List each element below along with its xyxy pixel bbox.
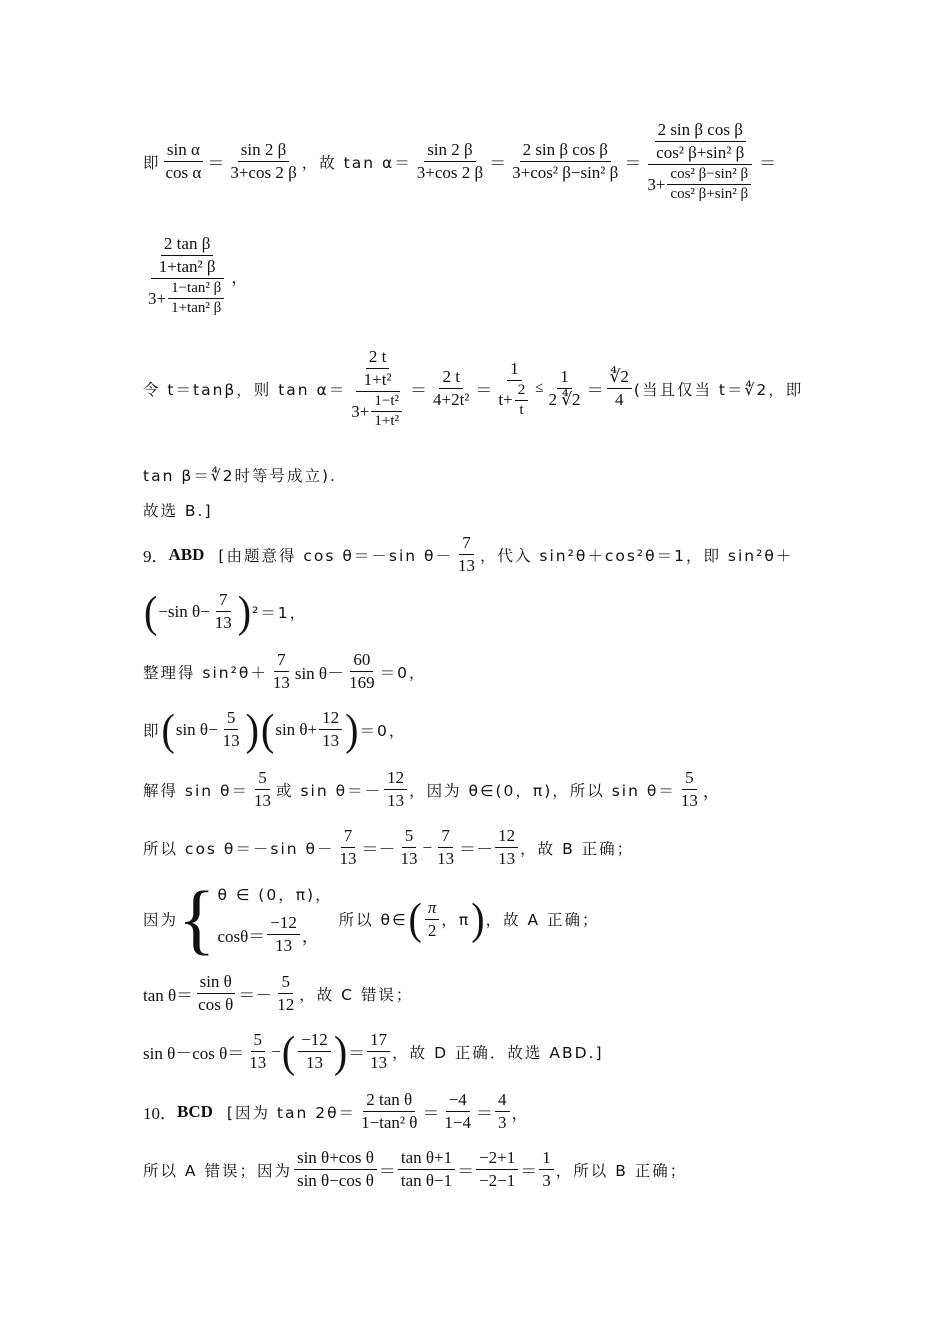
fraction: $\frac{-2+1}{-2-1}$ (476, 1148, 518, 1191)
text: ＝ (348, 1044, 366, 1063)
fraction: $\frac{7}{13}$ (214, 590, 232, 632)
fraction: $\frac{60}{169}$ (349, 650, 375, 692)
text: (当且仅当 t＝∜2，即 (633, 380, 804, 399)
fraction: $\frac{5}{13}$ (400, 826, 418, 868)
text: ， (231, 268, 249, 287)
text: ＝－ (361, 840, 396, 859)
equation-line-16: 所以 A 错误；因为 $\frac{\text{sin θ+cos θ}}{\text{sin θ−cos θ}}$ ＝ $\frac{\text{tan θ+1}}{\text{tan θ−1}}$ ＝ $\frac{-2+1}{-2-1}$ ＝ $\frac{1}{3}$ ，所以 B 正确； (143, 1148, 688, 1190)
fraction: $\frac{5}{12}$ (277, 972, 295, 1014)
fraction: $\frac{\text{2 sin β cos β}}{\text{3+cos² β−sin² β}}$ (512, 140, 619, 182)
equation-line-13 (143, 972, 810, 1015)
text: ，因为 θ∈(0，π)，所以 sin θ＝ (409, 781, 676, 800)
problem-10-header: 10． BCD [因为 tan 2θ＝ $\frac{\text{2 tan θ}}{\text{1−tan² θ}}$ ＝ $\frac{-4}{1-4}$ ＝ $\frac{4}{3}$ ， (143, 1090, 529, 1132)
compound-fraction: $\frac{\text{2 sin β cos β}}{\text{cos² β+sin² β}}$ 3+ $\frac{\text{cos² β−sin² β}}{\text{cos² β+sin² β}}$ (644, 120, 756, 203)
case-system: θ ∈ (0，π)， cosθ＝ $\frac{-12}{13}$ ， (217, 885, 333, 955)
problem-9-header (143, 533, 810, 576)
compound-fraction: $\frac{\text{2 tan β}}{\text{1+tan² β}}$ 3+ $\frac{\text{1−tan² β}}{\text{1+tan² β}}$ (145, 234, 229, 317)
text: ，故 C 错误； (299, 985, 414, 1004)
text: ，故 tan α＝ (301, 153, 412, 172)
text: 因为 (143, 911, 179, 929)
text: − (422, 837, 433, 857)
text: [由题意得 cos θ＝－sin θ－ (218, 546, 453, 565)
equation-line-3: 令 t＝tanβ，则 tan α＝ $\frac{2 t}{\text{1+t²}}$ 3+ $\frac{\text{1−t²}}{\text{1+t²}}$ ＝ $\frac{2 t}{\text{4+2t²}}$ ＝ 1 t+ $\frac{2}{t}$ ≤ $\frac{1}{2 ∜2}$ ＝ $\frac{∜2}{4}$ (当且仅当 t＝∜2，即 (143, 347, 804, 429)
text: 所以 θ∈ (338, 911, 408, 929)
fraction: $\frac{5}{13}$ (249, 1030, 267, 1072)
text: [因为 tan 2θ＝ (226, 1103, 357, 1122)
text: ，所以 B 正确； (555, 1161, 688, 1180)
text: 即 (143, 153, 161, 172)
equation-line-14: sin θ－cos θ＝ $\frac{5}{13}$ − ( $\frac{-12}{13}$ ) ＝ $\frac{17}{13}$ ，故 D 正确．故选 ABD.] (143, 1026, 604, 1076)
text-line: tan β＝∜2时等号成立). (143, 467, 337, 485)
text: 所以 cos θ＝－sin θ－ (143, 839, 335, 858)
text: −sin θ− (158, 601, 210, 621)
text: 所以 A 错误；因为 (143, 1161, 292, 1180)
equation-line-7: ( −sin θ− $\frac{7}{13}$ ) ²＝1， (144, 586, 308, 636)
fraction: $\frac{7}{13}$ (339, 826, 357, 868)
fraction: $\frac{-4}{1-4}$ (444, 1090, 472, 1132)
text-line: 故选 B.] (143, 502, 213, 520)
text: 令 t＝tanβ，则 tan α＝ (143, 380, 347, 399)
text: tan θ＝ (143, 986, 194, 1005)
answer-label: ABD (168, 544, 205, 564)
fraction: $\frac{5}{13}$ (680, 768, 698, 810)
text: ，故 B 正确； (520, 839, 635, 858)
fraction: $\frac{7}{13}$ (458, 533, 475, 575)
equation-line-8 (143, 650, 810, 693)
text: sin θ+ (275, 719, 318, 739)
fraction: $\frac{7}{13}$ (272, 650, 290, 692)
equation-line-10 (143, 768, 810, 811)
equation-line-2 (143, 234, 810, 317)
text: 解得 sin θ＝ (143, 781, 250, 800)
equation-line-1: 即 $\frac{\text{sin α}}{\text{cos α}}$ ＝ $\frac{\sin 2 \beta}{3+\cos 2 \beta}$ ，故 tan α＝ $\frac{\sin 2 \beta}{3+\cos 2 \beta}$ ＝ $\frac{\text{2 sin β cos β}}{\text{3+cos² β−sin² β}}$ ＝ $\frac{\text{2 sin β cos β}}{\text{cos² β+sin² β}}$ 3+ $\frac{\text{cos² β−sin² β}}{\text{cos² β+sin² β}}$ ＝ (143, 120, 777, 202)
text: sin θ－ (294, 664, 345, 683)
text: ＝－ (459, 840, 494, 859)
text: 或 sin θ＝－ (276, 781, 383, 800)
text: ²＝1， (252, 603, 308, 622)
text: ， (702, 782, 720, 801)
problem-number: 10． (143, 1104, 177, 1123)
fraction: $\frac{4}{3}$ (495, 1090, 510, 1133)
fraction: $\frac{7}{13}$ (437, 826, 455, 868)
equation-line-12: 因为 { θ ∈ (0，π)， cosθ＝ $\frac{-12}{13}$ ， 所以 θ∈ ( $\frac{\pi}{2}$ ，π ) ，故 A 正确； (143, 875, 600, 962)
fraction: $\frac{12}{13}$ (384, 768, 407, 811)
problem-number: 9． (143, 547, 169, 566)
fraction: $\frac{5}{13}$ (254, 768, 272, 810)
fraction: $\frac{\sin 2 \beta}{3+\cos 2 \beta}$ (416, 140, 484, 182)
fraction: $\frac{\text{tan θ+1}}{\text{tan θ−1}}$ (398, 1148, 455, 1191)
answer-label: BCD (177, 1101, 213, 1121)
equation-line-9: 即 ( sin θ− $\frac{5}{13}$ ) ( sin θ+ $\frac{12}{13}$ ) ＝0， (143, 704, 407, 754)
text: ＝0， (379, 663, 427, 682)
text: 即 (143, 721, 161, 740)
text: 整理得 sin²θ＋ (143, 663, 268, 682)
text: ，代入 sin²θ＋cos²θ＝1，即 sin²θ＋ (480, 546, 794, 565)
fraction: $\frac{17}{13}$ (367, 1030, 390, 1073)
fraction: $\frac{1}{2 ∜2}$ (548, 367, 581, 409)
compound-fraction: $\frac{2 t}{\text{1+t²}}$ 3+ $\frac{\text{1−t²}}{\text{1+t²}}$ (348, 347, 407, 430)
text: ＝0， (359, 721, 407, 740)
fraction: $\frac{\sin 2 \beta}{3+\cos 2 \beta}$ (230, 140, 297, 182)
text: sin θ－cos θ＝ (143, 1044, 245, 1063)
fraction: $\frac{\text{2 tan θ}}{\text{1−tan² θ}}$ (361, 1090, 418, 1132)
fraction: $\frac{-12}{13}$ (298, 1030, 331, 1073)
text: ，故 A 正确； (485, 911, 600, 929)
text: − (271, 1041, 281, 1061)
fraction: $\frac{1}{3}$ (539, 1148, 554, 1191)
fraction: $\frac{\pi}{2}$ (425, 898, 440, 941)
text: ，故 D 正确．故选 ABD.] (392, 1043, 604, 1062)
fraction: $\frac{∜2}{4}$ (607, 367, 632, 410)
fraction: $\frac{2 t}{\text{4+2t²}}$ (433, 367, 470, 409)
fraction: 1 t+ $\frac{2}{t}$ (495, 359, 533, 419)
fraction: $\frac{5}{13}$ (222, 708, 240, 750)
equation-line-11 (143, 826, 810, 869)
fraction: $\frac{\text{sin α}}{\text{cos α}}$ (165, 140, 202, 182)
fraction: $\frac{12}{13}$ (495, 826, 518, 869)
fraction: $\frac{\text{sin θ+cos θ}}{\text{sin θ−cos θ}}$ (294, 1148, 377, 1191)
fraction: $\frac{12}{13}$ (319, 708, 342, 751)
fraction: $\frac{\text{sin θ}}{\text{cos θ}}$ (198, 972, 234, 1014)
text: sin θ− (175, 719, 218, 739)
text: ＝－ (238, 986, 273, 1005)
